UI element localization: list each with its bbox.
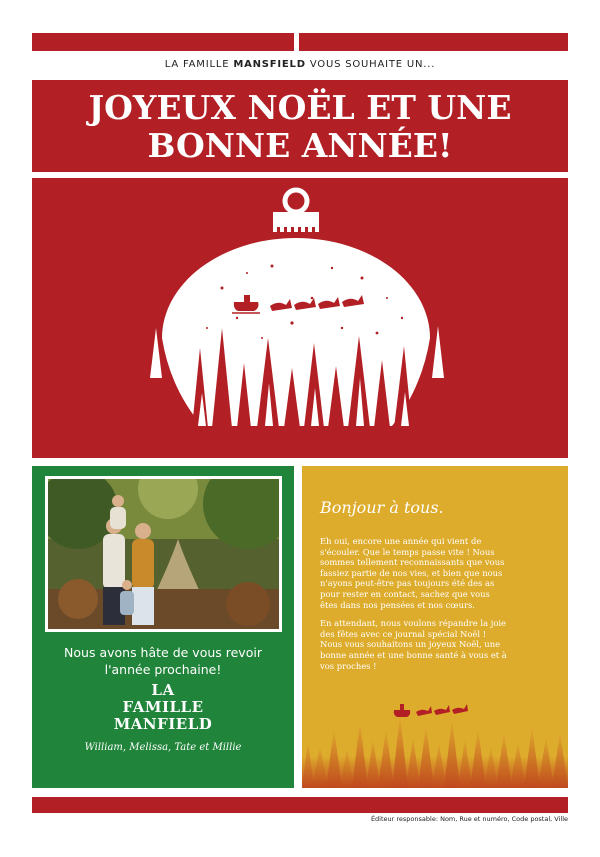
- green-family-panel: [32, 466, 294, 788]
- title-line-1: JOYEUX NOËL ET UNE: [88, 88, 512, 127]
- title-line-2: BONNE ANNÉE!: [147, 126, 453, 165]
- page-title: [32, 80, 568, 172]
- letter-body: [320, 536, 510, 671]
- christmas-ornament-icon: [32, 178, 568, 458]
- top-bar-right: [299, 33, 568, 51]
- letter-paragraph-2: En attendant, nous voulons répandre la joie des fêtes avec ce journal spécial Noël ! Nous vous souhaitons un joyeux Noël, une bonne année et une bonne santé à vous et à vos proches !: [320, 618, 507, 671]
- top-bar-left: [32, 33, 294, 51]
- greeting: Bonjour à tous.: [320, 498, 444, 517]
- revoir-message: Nous avons hâte de vous revoir l'année prochaine!: [64, 645, 262, 677]
- ornament-illustration-panel: [32, 178, 568, 458]
- editor-credit: Éditeur responsable: Nom, Rue et numéro, Code postal, Ville: [370, 815, 568, 823]
- kicker-family-name: MANSFIELD: [233, 59, 306, 70]
- family-signature: LA FAMILLE MANFIELD: [113, 681, 213, 733]
- family-members: William, Melissa, Tate et Millie: [84, 742, 242, 753]
- header-kicker: LA FAMILLE MANSFIELD VOUS SOUHAITE UN...: [164, 59, 436, 70]
- letter-paragraph-1: Eh oui, encore une année qui vient de s'écouler. Que le temps passe vite ! Nous sommes tellement reconnaissants que vous fassiez partie de nos vies, et bien que nous n'ayons peut-être pas toujours été des as pour rester en contact, sachez que vous êtes dans nos pensées et nos cœurs.: [320, 536, 505, 610]
- family-photo: [45, 476, 282, 632]
- sleigh-silhouette-icon: [394, 704, 468, 717]
- bottom-bar: [32, 797, 568, 813]
- yellow-letter-panel: [302, 466, 568, 788]
